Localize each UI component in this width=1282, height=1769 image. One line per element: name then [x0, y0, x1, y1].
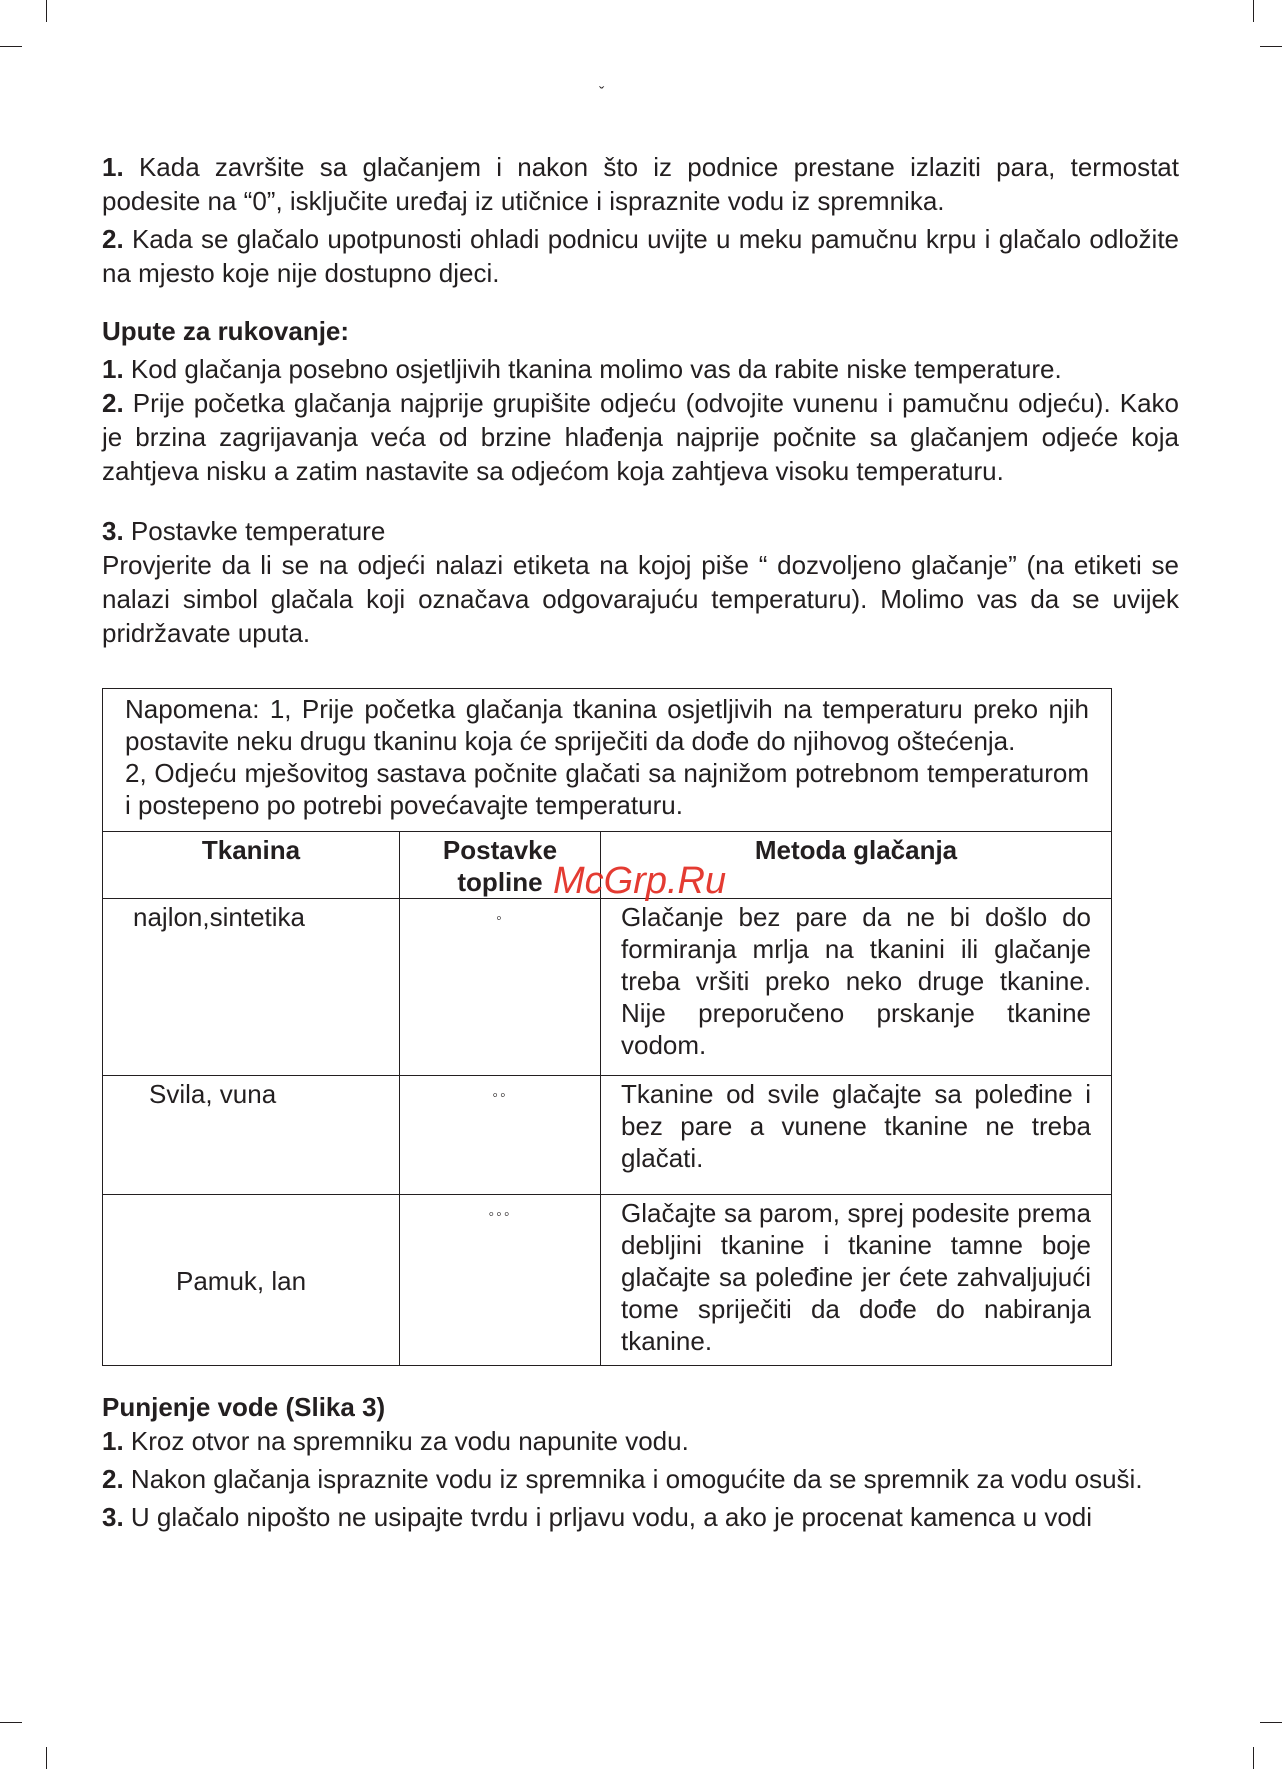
handling-item-1: 1. Kod glačanja posebno osjetljivih tkanina molimo vas da rabite niske temperature. — [102, 354, 1062, 384]
crop-mark-top-right-h — [1260, 46, 1282, 47]
method-cell: Glačanje bez pare da ne bi došlo do formiranja mrlja na tkanini ili glačanje treba vršiti preko neko druge tkanine. Nije preporučeno prskanje tkanine vodom. — [601, 899, 1112, 1076]
note-cell — [103, 689, 1112, 832]
temperature-heading: 3. Postavke temperature — [102, 516, 386, 546]
crop-mark-bottom-right — [1253, 1747, 1254, 1769]
crop-mark-bottom-left-h — [0, 1722, 22, 1723]
after-ironing-item-1: 1. Kada završite sa glačanjem i nakon što iz podnice prestane izlaziti para, termostat podesite na “0”, isključite uređaj iz utičnice i ispraznite vodu iz spremnika. — [102, 152, 1179, 216]
fabric-cell: Svila, vuna — [103, 1076, 400, 1195]
crop-mark-top-left-h — [0, 46, 22, 47]
header-method: Metoda glačanja — [601, 832, 1112, 899]
after-ironing-item-2: 2. Kada se glačalo upotpunosti ohladi podnicu uvijte u meku pamučnu krpu i glačalo odložite na mjesto koje nije dostupno djeci. — [102, 224, 1179, 288]
water-heading: Punjenje vode (Slika 3) — [102, 1392, 386, 1422]
temperature-text: Provjerite da li se na odjeći nalazi etiketa na kojoj piše “ dozvoljeno glačanje” (na etiketi se nalazi simbol glačala koji označava odgovarajuću temperaturu). Molimo vas da se uvijek pridržavate uputa. — [102, 550, 1179, 648]
document-body — [102, 150, 1179, 1534]
table-row — [103, 1076, 1112, 1195]
dot-setting-icon: ◦ — [400, 899, 601, 1076]
fabric-cell: najlon,sintetika — [103, 899, 400, 1076]
note-line-2: 2, Odjeću mješovitog sastava počnite glačati sa najnižom potrebnom temperaturom i postepeno po potrebi povećavajte temperaturu. — [125, 758, 1089, 820]
handling-item-2: 2. Prije početka glačanja najprije grupišite odjeću (odvojite vunenu i pamučnu odjeću). Kako je brzina zagrijavanja veća od brzine hlađenja najprije počnite sa glačanjem odjeće koja zahtjeva nisku a zatim nastavite sa odjećom koja zahtjeva visoku temperaturu. — [102, 388, 1179, 486]
crop-mark-bottom-right-h — [1260, 1722, 1282, 1723]
top-mark: ˇ — [599, 85, 605, 102]
method-cell: Glačajte sa parom, sprej podesite prema debljini tkanine i tkanine tamne boje glačajte sa poleđine jer ćete zahvaljujući tome spriječiti da dođe do nabiranja tkanine. — [601, 1195, 1112, 1366]
crop-mark-top-right — [1253, 0, 1254, 22]
method-cell: Tkanine od svile glačajte sa poleđine i bez pare a vunene tkanine ne treba glačati. — [601, 1076, 1112, 1195]
crop-mark-top-left — [46, 0, 47, 22]
table-row — [103, 1195, 1112, 1366]
handling-heading: Upute za rukovanje: — [102, 316, 350, 346]
table-row — [103, 899, 1112, 1076]
note-line-1: Napomena: 1, Prije početka glačanja tkanina osjetljivih na temperaturu preko njih postavite neku drugu tkaninu koja će spriječiti da dođe do njihovog oštećenja. — [125, 694, 1089, 756]
header-fabric: Tkanina — [103, 832, 400, 899]
water-item-3: 3. U glačalo nipošto ne usipajte tvrdu i prljavu vodu, a ako je procenat kamenca u vodi — [102, 1502, 1093, 1532]
crop-mark-bottom-left — [46, 1747, 47, 1769]
water-item-1: 1. Kroz otvor na spremniku za vodu napunite vodu. — [102, 1426, 689, 1456]
ironing-table — [102, 688, 1112, 1366]
water-item-2: 2. Nakon glačanja ispraznite vodu iz spremnika i omogućite da se spremnik za vodu osuši. — [102, 1464, 1143, 1494]
fabric-cell: Pamuk, lan — [103, 1195, 400, 1366]
dot-setting-icon: ◦◦ — [400, 1076, 601, 1195]
dot-setting-icon: ◦◦◦ — [400, 1195, 601, 1366]
header-setting: Postavke topline — [400, 832, 601, 899]
watermark: McGrp.Ru — [553, 860, 727, 902]
